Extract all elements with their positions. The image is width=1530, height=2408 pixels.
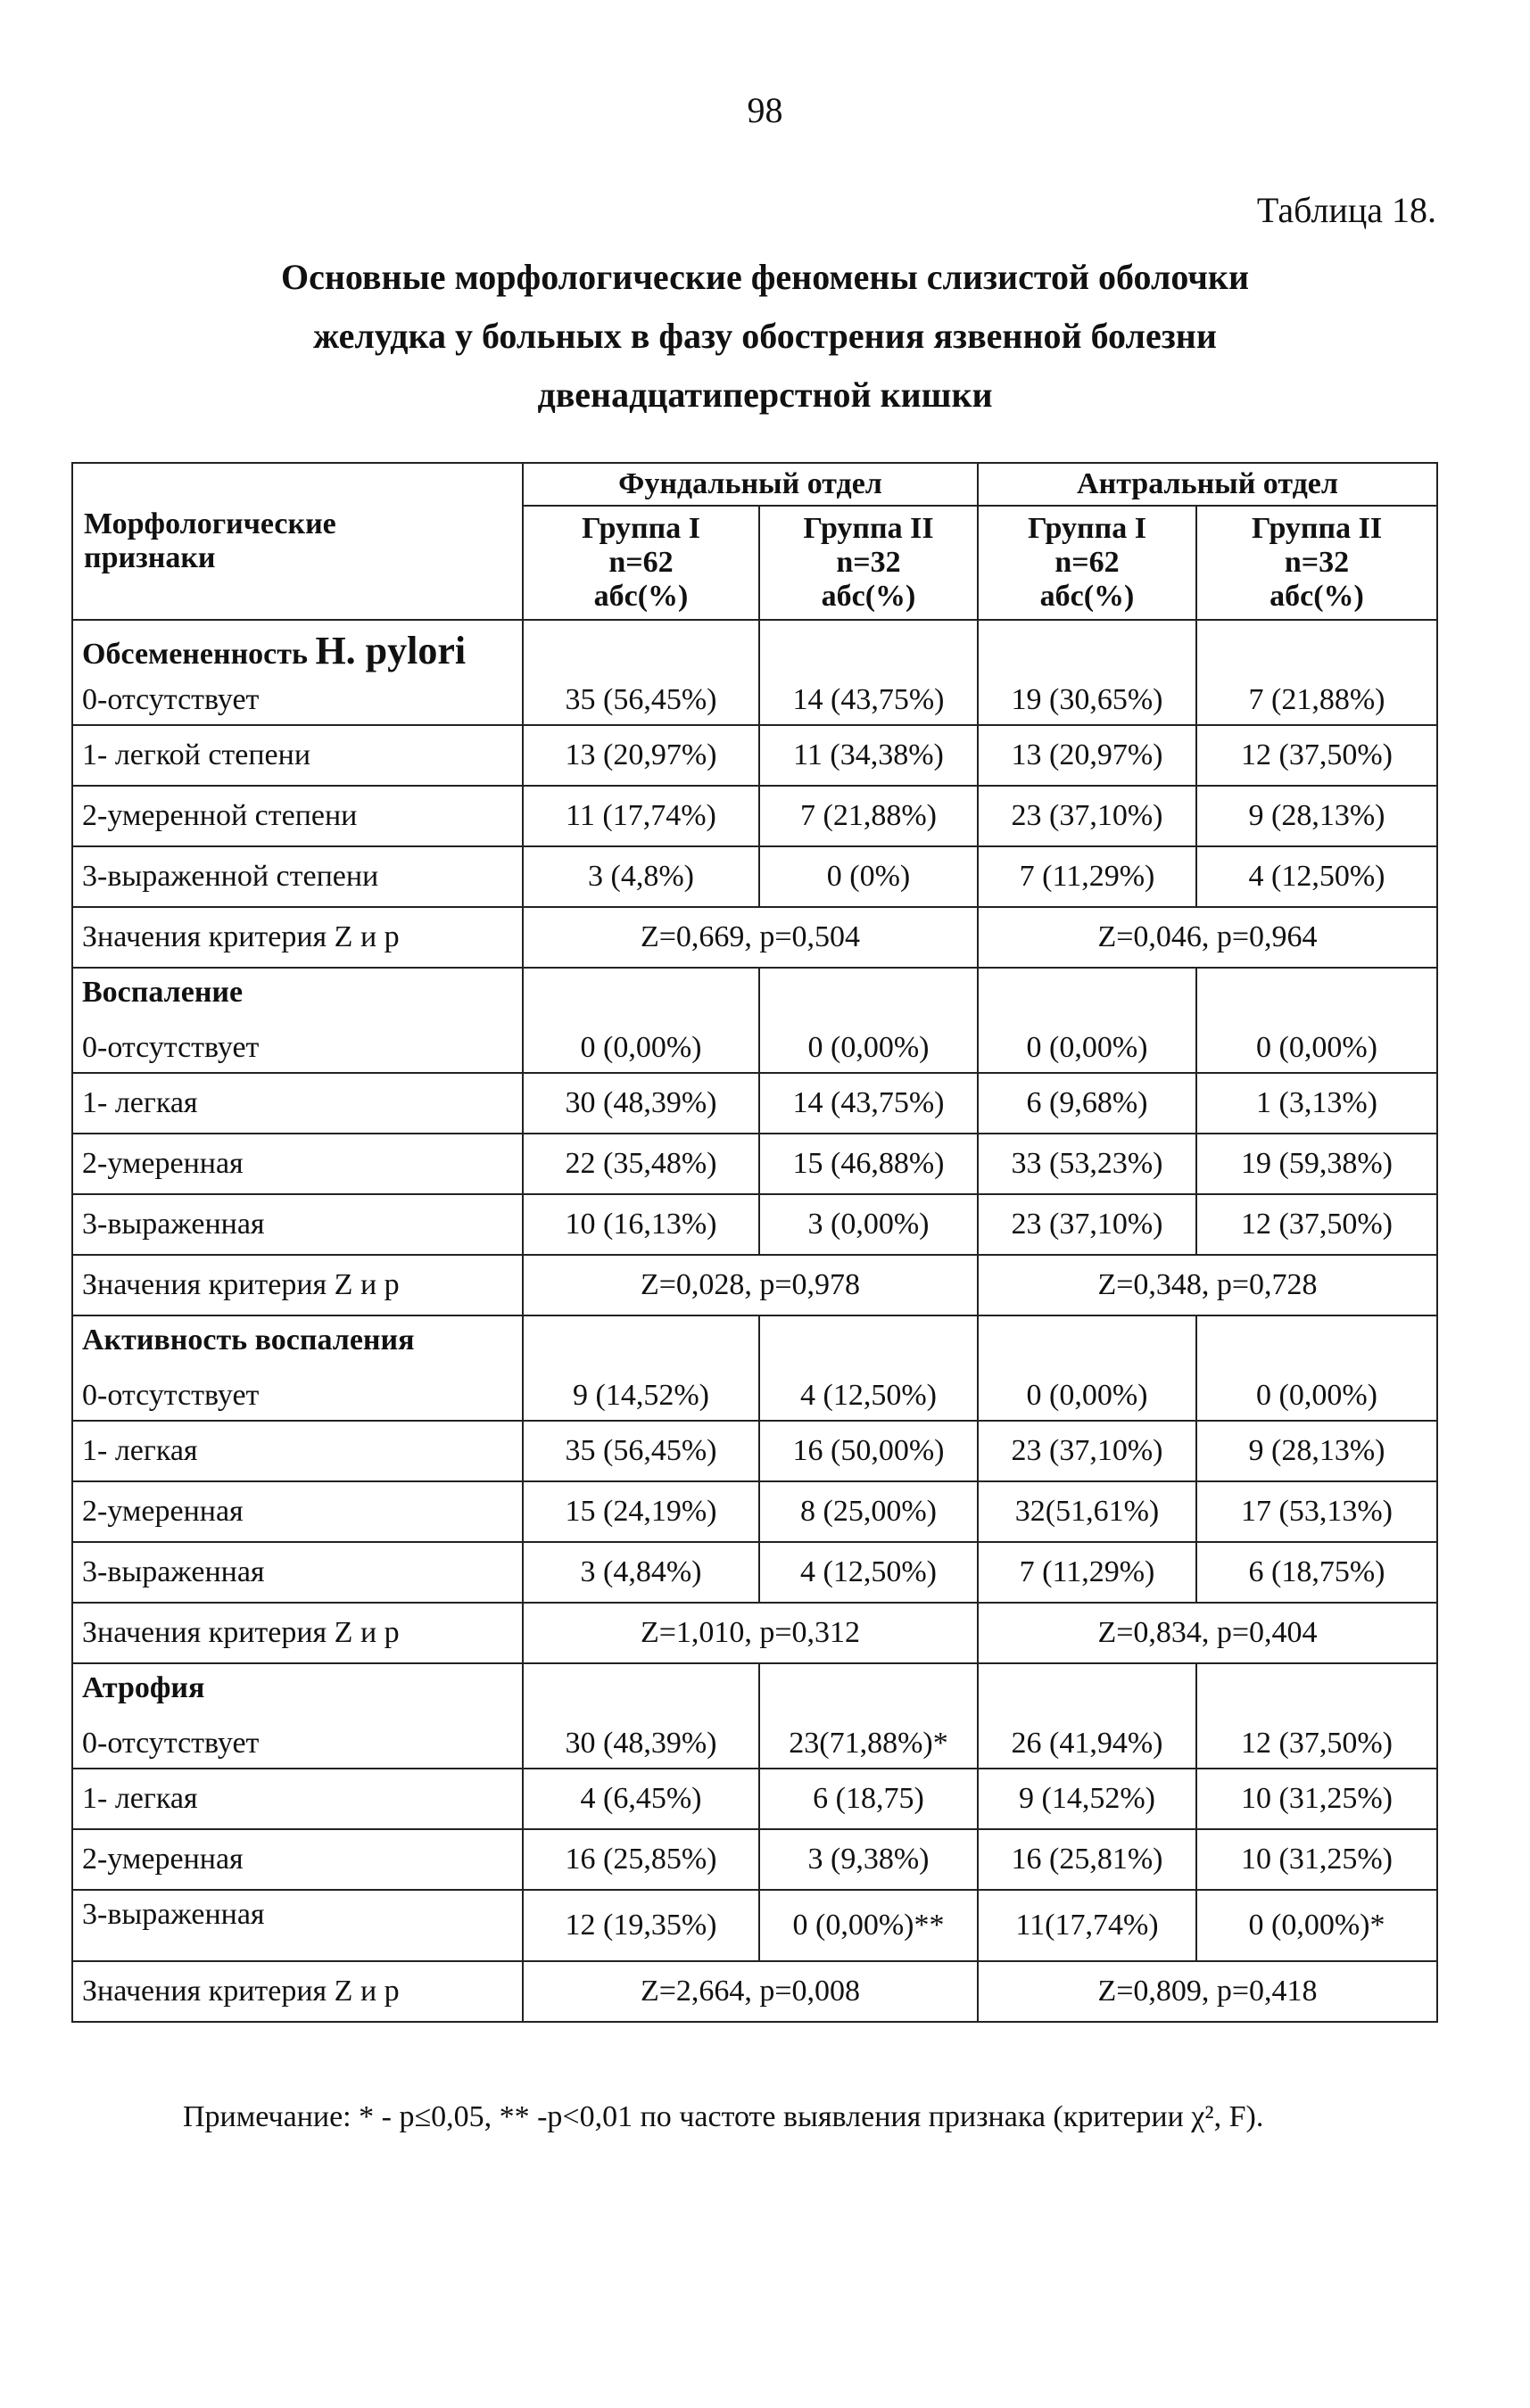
cell-value: 33 (53,23%) <box>978 1134 1196 1194</box>
table-row <box>72 846 1437 907</box>
row-label: 1- легкая <box>72 1769 523 1829</box>
cell-value: 4 (12,50%) <box>759 1372 978 1421</box>
row-label: 0-отсутствует <box>72 676 523 725</box>
page-number: 98 <box>747 90 783 130</box>
cell-value: 0 (0,00%)** <box>759 1890 978 1961</box>
group-unit: абс(%) <box>821 580 916 613</box>
row-label: 3-выраженная <box>72 1194 523 1255</box>
table-row <box>72 1134 1437 1194</box>
cell-value: 19 (59,38%) <box>1196 1134 1437 1194</box>
cell-value: 10 (16,13%) <box>523 1194 759 1255</box>
cell-value: 12 (37,50%) <box>1196 1194 1437 1255</box>
cell-value: 1 (3,13%) <box>1196 1073 1437 1134</box>
group-name: Группа I <box>582 512 700 545</box>
cell-value: 32(51,61%) <box>978 1481 1196 1542</box>
row-label: 3-выраженной степени <box>72 846 523 907</box>
cell-value: 4 (6,45%) <box>523 1769 759 1829</box>
group-header <box>1196 506 1437 620</box>
group-name: Группа I <box>1028 512 1146 545</box>
section-title: Воспаление <box>72 968 523 1024</box>
feature-header-line: Морфологические <box>84 507 336 540</box>
cell-value: 14 (43,75%) <box>759 1073 978 1134</box>
stat-fundal: Z=1,010, p=0,312 <box>523 1603 978 1663</box>
stat-label: Значения критерия Z и p <box>72 1255 523 1315</box>
group-header <box>978 506 1196 620</box>
section-title: Атрофия <box>72 1663 523 1719</box>
row-label: 2-умеренной степени <box>72 786 523 846</box>
section-title-text: Обсемененность <box>82 638 308 671</box>
cell-value: 23 (37,10%) <box>978 1421 1196 1481</box>
cell-value: 13 (20,97%) <box>523 725 759 786</box>
table-row <box>72 1829 1437 1890</box>
morphology-table <box>71 462 1438 2023</box>
stat-antral: Z=0,046, p=0,964 <box>978 907 1437 968</box>
stat-row <box>72 1961 1437 2022</box>
cell-value: 11(17,74%) <box>978 1890 1196 1961</box>
table-title-line: желудка у больных в фазу обострения язвенной болезни <box>313 316 1217 356</box>
table-row <box>72 786 1437 846</box>
row-label: 2-умеренная <box>72 1829 523 1890</box>
stat-label: Значения критерия Z и p <box>72 1961 523 2022</box>
row-label: 1- легкой степени <box>72 725 523 786</box>
cell-value: 0 (0%) <box>759 846 978 907</box>
table-row <box>72 1481 1437 1542</box>
cell-value: 35 (56,45%) <box>523 1421 759 1481</box>
cell-value: 3 (0,00%) <box>759 1194 978 1255</box>
stat-antral: Z=0,834, p=0,404 <box>978 1603 1437 1663</box>
cell-value: 7 (11,29%) <box>978 846 1196 907</box>
row-label: 0-отсутствует <box>72 1719 523 1769</box>
cell-value: 6 (9,68%) <box>978 1073 1196 1134</box>
stat-antral: Z=0,809, p=0,418 <box>978 1961 1437 2022</box>
cell-value: 30 (48,39%) <box>523 1719 759 1769</box>
cell-value: 6 (18,75) <box>759 1769 978 1829</box>
table-row <box>72 1769 1437 1829</box>
cell-value: 0 (0,00%) <box>1196 1024 1437 1073</box>
section-title <box>72 620 523 676</box>
cell-value: 16 (25,81%) <box>978 1829 1196 1890</box>
feature-header-line: признаки <box>84 541 216 574</box>
fundal-header: Фундальный отдел <box>523 463 978 506</box>
cell-value: 0 (0,00%)* <box>1196 1890 1437 1961</box>
group-n: n=32 <box>1284 546 1350 579</box>
cell-value: 10 (31,25%) <box>1196 1769 1437 1829</box>
group-n: n=62 <box>1054 546 1120 579</box>
cell-value: 9 (28,13%) <box>1196 786 1437 846</box>
table-footnote: Примечание: * - p≤0,05, ** -p<0,01 по частоте выявления признака (критерии χ², F). <box>183 2100 1264 2133</box>
table-row <box>72 1194 1437 1255</box>
cell-value: 23 (37,10%) <box>978 1194 1196 1255</box>
cell-value: 4 (12,50%) <box>759 1542 978 1603</box>
cell-value: 3 (4,84%) <box>523 1542 759 1603</box>
cell-value: 3 (9,38%) <box>759 1829 978 1890</box>
cell-value: 7 (21,88%) <box>759 786 978 846</box>
cell-value: 22 (35,48%) <box>523 1134 759 1194</box>
cell-value: 11 (34,38%) <box>759 725 978 786</box>
cell-value: 30 (48,39%) <box>523 1073 759 1134</box>
feature-header <box>72 463 523 620</box>
stat-antral: Z=0,348, p=0,728 <box>978 1255 1437 1315</box>
stat-row <box>72 1603 1437 1663</box>
cell-value: 17 (53,13%) <box>1196 1481 1437 1542</box>
table-row <box>72 725 1437 786</box>
table-label: Таблица 18. <box>1256 190 1436 230</box>
group-unit: абс(%) <box>1269 580 1364 613</box>
cell-value: 3 (4,8%) <box>523 846 759 907</box>
group-n: n=32 <box>836 546 901 579</box>
cell-value: 26 (41,94%) <box>978 1719 1196 1769</box>
cell-value: 10 (31,25%) <box>1196 1829 1437 1890</box>
cell-value: 0 (0,00%) <box>523 1024 759 1073</box>
cell-value: 6 (18,75%) <box>1196 1542 1437 1603</box>
cell-value: 0 (0,00%) <box>978 1024 1196 1073</box>
cell-value: 7 (11,29%) <box>978 1542 1196 1603</box>
row-label: 2-умеренная <box>72 1134 523 1194</box>
cell-value: 16 (50,00%) <box>759 1421 978 1481</box>
cell-value: 19 (30,65%) <box>978 676 1196 725</box>
cell-value: 4 (12,50%) <box>1196 846 1437 907</box>
table-title <box>143 248 1387 425</box>
group-header <box>523 506 759 620</box>
stat-fundal: Z=0,669, p=0,504 <box>523 907 978 968</box>
group-name: Группа II <box>803 512 934 545</box>
table-title-line: двенадцатиперстной кишки <box>537 375 993 415</box>
stat-label: Значения критерия Z и p <box>72 1603 523 1663</box>
cell-value: 9 (28,13%) <box>1196 1421 1437 1481</box>
stat-row <box>72 1255 1437 1315</box>
table-row <box>72 1890 1437 1961</box>
cell-value: 15 (24,19%) <box>523 1481 759 1542</box>
row-label: 3-выраженная <box>72 1890 523 1961</box>
antral-header: Антральный отдел <box>978 463 1437 506</box>
cell-value: 12 (37,50%) <box>1196 1719 1437 1769</box>
table-title-line: Основные морфологические феномены слизистой оболочки <box>281 257 1249 297</box>
cell-value: 14 (43,75%) <box>759 676 978 725</box>
cell-value: 35 (56,45%) <box>523 676 759 725</box>
table-row <box>72 1542 1437 1603</box>
stat-fundal: Z=2,664, p=0,008 <box>523 1961 978 2022</box>
cell-value: 11 (17,74%) <box>523 786 759 846</box>
cell-value: 15 (46,88%) <box>759 1134 978 1194</box>
table-row <box>72 1421 1437 1481</box>
stat-row <box>72 907 1437 968</box>
group-unit: абс(%) <box>1039 580 1135 613</box>
section-title: Активность воспаления <box>72 1315 523 1372</box>
group-unit: абс(%) <box>593 580 689 613</box>
row-label: 0-отсутствует <box>72 1024 523 1073</box>
cell-value: 9 (14,52%) <box>523 1372 759 1421</box>
group-name: Группа II <box>1251 512 1383 545</box>
row-label: 1- легкая <box>72 1421 523 1481</box>
cell-value: 13 (20,97%) <box>978 725 1196 786</box>
row-label: 1- легкая <box>72 1073 523 1134</box>
row-label: 3-выраженная <box>72 1542 523 1603</box>
cell-value: 7 (21,88%) <box>1196 676 1437 725</box>
cell-value: 12 (37,50%) <box>1196 725 1437 786</box>
group-header <box>759 506 978 620</box>
row-label: 0-отсутствует <box>72 1372 523 1421</box>
cell-value: 9 (14,52%) <box>978 1769 1196 1829</box>
cell-value: 23 (37,10%) <box>978 786 1196 846</box>
group-n: n=62 <box>608 546 674 579</box>
cell-value: 23(71,88%)* <box>759 1719 978 1769</box>
row-label: 2-умеренная <box>72 1481 523 1542</box>
cell-value: 12 (19,35%) <box>523 1890 759 1961</box>
stat-label: Значения критерия Z и p <box>72 907 523 968</box>
cell-value: 16 (25,85%) <box>523 1829 759 1890</box>
cell-value: 0 (0,00%) <box>978 1372 1196 1421</box>
section-title-organism: H. pylori <box>315 629 467 672</box>
cell-value: 0 (0,00%) <box>1196 1372 1437 1421</box>
cell-value: 8 (25,00%) <box>759 1481 978 1542</box>
table-row <box>72 1073 1437 1134</box>
stat-fundal: Z=0,028, p=0,978 <box>523 1255 978 1315</box>
cell-value: 0 (0,00%) <box>759 1024 978 1073</box>
